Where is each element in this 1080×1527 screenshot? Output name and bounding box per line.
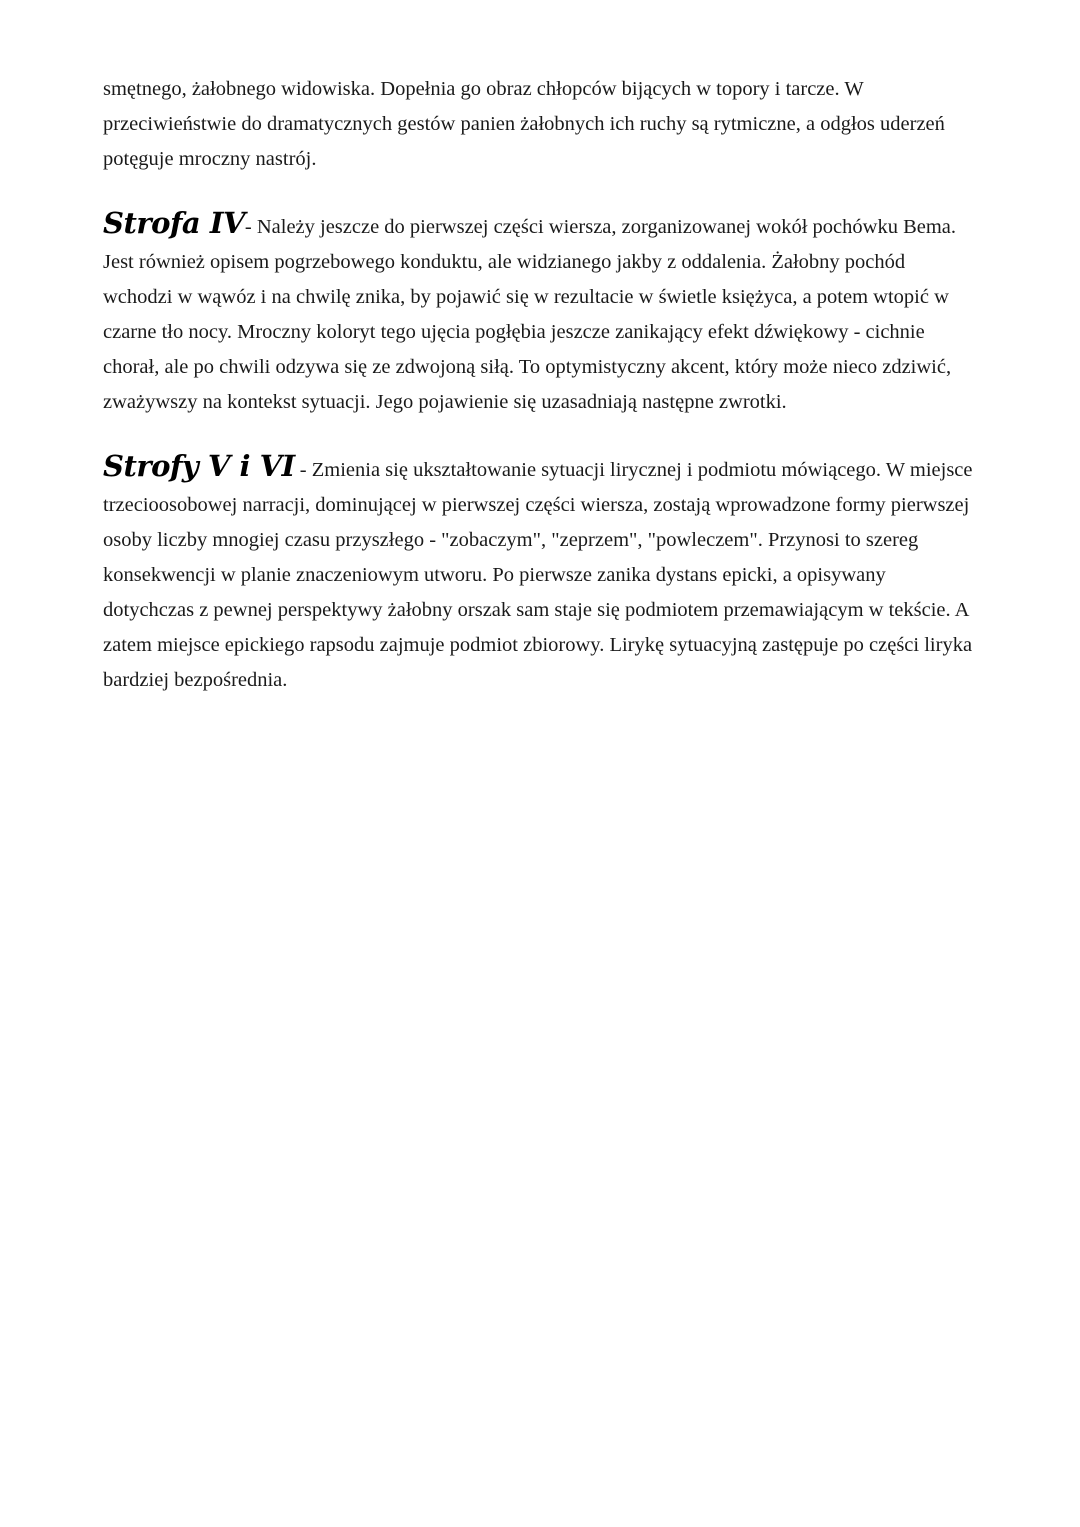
- paragraph-strofa-iv-text: - Należy jeszcze do pierwszej części wiersza, zorganizowanej wokół pochówku Bema. Jest również opisem pogrzebowego konduktu, ale widzianego jakby z oddalenia. Żałobny pochód wchodzi w wąwóz i na chwilę znika, by pojawić się w rezultacie w świetle księżyca, a potem wtopić w czarne tło nocy. Mroczny koloryt tego ujęcia pogłębia jeszcze zanikający efekt dźwiękowy - cichnie chorał, ale po chwili odzywa się ze zdwojoną siłą. To optymistyczny akcent, który może nieco zdziwić, zważywszy na kontekst sytuacji. Jego pojawienie się uzasadniają następne zwrotki.: [103, 216, 957, 413]
- paragraph-strofy-v-vi-text: - Zmienia się ukształtowanie sytuacji lirycznej i podmiotu mówiącego. W miejsce trzecioosobowej narracji, dominującej w pierwszej części wiersza, zostają wprowadzone formy pierwszej osoby liczby mnogiej czasu przyszłego - "zobaczym", "zeprzem", "powleczem". Przynosi to szereg konsekwencji w planie znaczeniowym utworu. Po pierwsze zanika dystans epicki, a opisywany dotychczas z pewnej perspektywy żałobny orszak sam staje się podmiotem przemawiającym w tekście. A zatem miejsce epickiego rapsodu zajmuje podmiot zbiorowy. Lirykę sytuacyjną zastępuje po części liryka bardziej bezpośrednia.: [103, 459, 973, 691]
- paragraph-intro: [103, 72, 978, 177]
- document-page: [103, 72, 978, 727]
- paragraph-intro-text: smętnego, żałobnego widowiska. Dopełnia go obraz chłopców bijących w topory i tarcze. W przeciwieństwie do dramatycznych gestów panien żałobnych ich ruchy są rytmiczne, a odgłos uderzeń potęguje mroczny nastrój.: [103, 78, 945, 170]
- heading-strofy-v-vi: Strofy V i VI: [103, 449, 295, 483]
- paragraph-strofa-iv: [103, 206, 978, 420]
- paragraph-strofy-v-vi: [103, 449, 978, 698]
- heading-strofa-iv: Strofa IV: [103, 206, 245, 240]
